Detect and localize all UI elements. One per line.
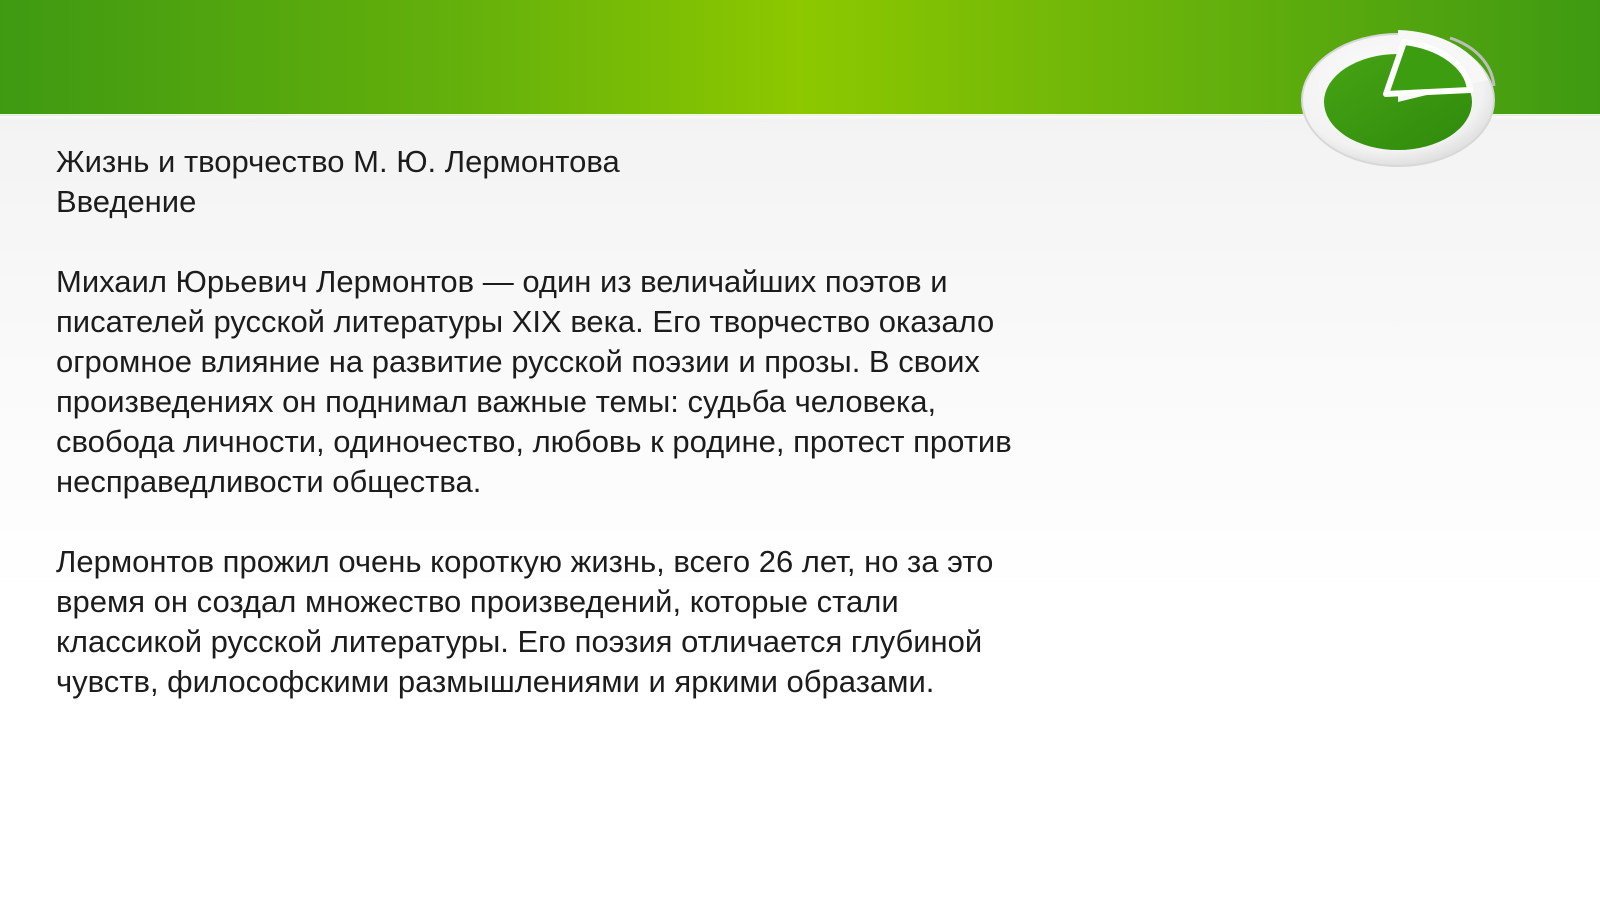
paragraph-line: свобода личности, одиночество, любовь к родине, протест против bbox=[56, 424, 1012, 459]
paragraph-line: писателей русской литературы XIX века. Его творчество оказало bbox=[56, 304, 995, 339]
green-ring-logo-icon bbox=[1300, 20, 1530, 180]
paragraph-line: Лермонтов прожил очень короткую жизнь, всего 26 лет, но за это bbox=[56, 544, 994, 579]
paragraph-line: классикой русской литературы. Его поэзия отличается глубиной bbox=[56, 624, 983, 659]
paragraph-intro bbox=[56, 262, 1116, 502]
spacer bbox=[56, 502, 1116, 542]
slide-section-heading: Введение bbox=[56, 184, 197, 219]
paragraph-line: произведениях он поднимал важные темы: судьба человека, bbox=[56, 384, 937, 419]
paragraph-line: время он создал множество произведений, которые стали bbox=[56, 584, 899, 619]
paragraph-life bbox=[56, 542, 1116, 702]
slide-content bbox=[56, 142, 1116, 702]
paragraph-line: огромное влияние на развитие русской поэзии и прозы. В своих bbox=[56, 344, 980, 379]
paragraph-line: Михаил Юрьевич Лермонтов — один из величайших поэтов и bbox=[56, 264, 948, 299]
spacer bbox=[56, 222, 1116, 262]
slide-title: Жизнь и творчество М. Ю. Лермонтова bbox=[56, 144, 620, 179]
paragraph-line: чувств, философскими размышлениями и яркими образами. bbox=[56, 664, 935, 699]
paragraph-line: несправедливости общества. bbox=[56, 464, 482, 499]
